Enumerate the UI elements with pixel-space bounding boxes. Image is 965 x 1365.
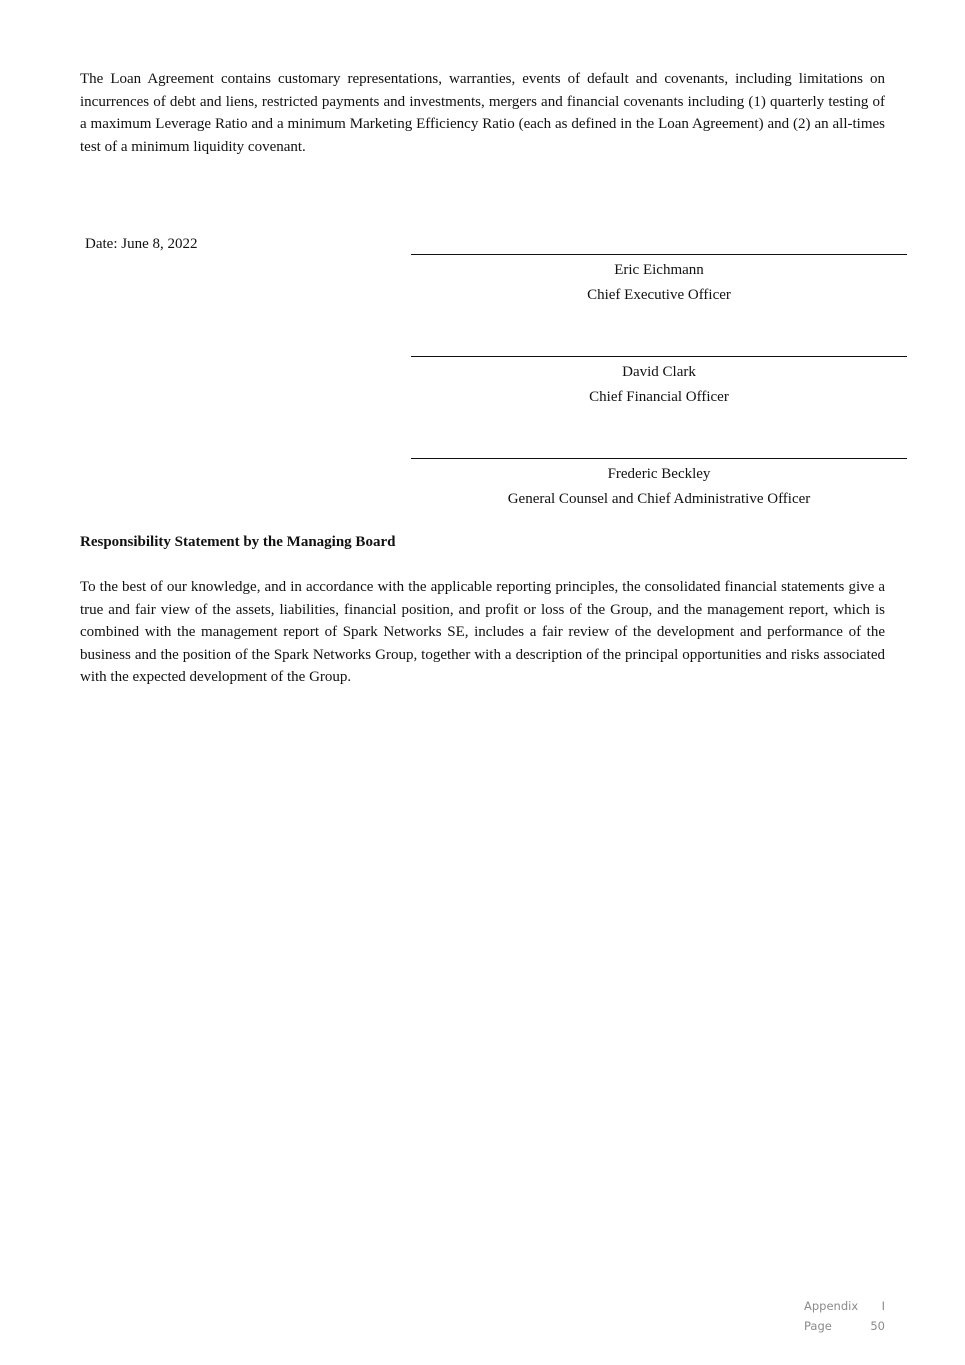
signatory-title: Chief Executive Officer	[587, 287, 731, 303]
signatory-name: Eric Eichmann	[614, 262, 704, 278]
loan-agreement-paragraph: The Loan Agreement contains customary representations, warranties, events of default and covenants, including limitations on incurrences of debt and liens, restricted payments and investments, mergers and financial covenants including (1) quarterly testing of a maximum Leverage Ratio and a minimum Marketing Efficiency Ratio (each as defined in the Loan Agreement) and (2) an all-times test of a minimum liquidity covenant.	[80, 71, 885, 155]
signatory-name: David Clark	[622, 364, 696, 380]
signature-block-general-counsel	[411, 458, 907, 512]
footer-appendix	[804, 1298, 885, 1314]
footer-appendix-label: Appendix	[804, 1299, 859, 1313]
footer-page	[804, 1318, 885, 1334]
signature-line	[411, 458, 907, 459]
signatory-name: Frederic Beckley	[607, 466, 711, 482]
signature-line	[411, 254, 907, 255]
signature-line	[411, 356, 907, 357]
footer-appendix-value: I	[881, 1299, 885, 1313]
responsibility-statement-paragraph: To the best of our knowledge, and in accordance with the applicable reporting principles, the consolidated financial statements give a true and fair view of the assets, liabilities, financial position, and profit or loss of the Group, and the management report, which is combined with the management report of Spark Networks SE, includes a fair review of the development and performance of the business and the position of the Spark Networks Group, together with a description of the principal opportunities and risks associated with the expected development of the Group.	[80, 579, 885, 685]
signature-block-cfo	[411, 356, 907, 410]
responsibility-statement-heading: Responsibility Statement by the Managing Board	[80, 534, 396, 550]
signature-date: Date: June 8, 2022	[85, 236, 198, 252]
footer-page-label: Page	[804, 1319, 832, 1333]
footer-page-number: 50	[870, 1319, 885, 1333]
signatory-title: Chief Financial Officer	[589, 389, 729, 405]
signatory-title: General Counsel and Chief Administrative Officer	[507, 491, 811, 507]
signature-block-ceo	[411, 254, 907, 308]
